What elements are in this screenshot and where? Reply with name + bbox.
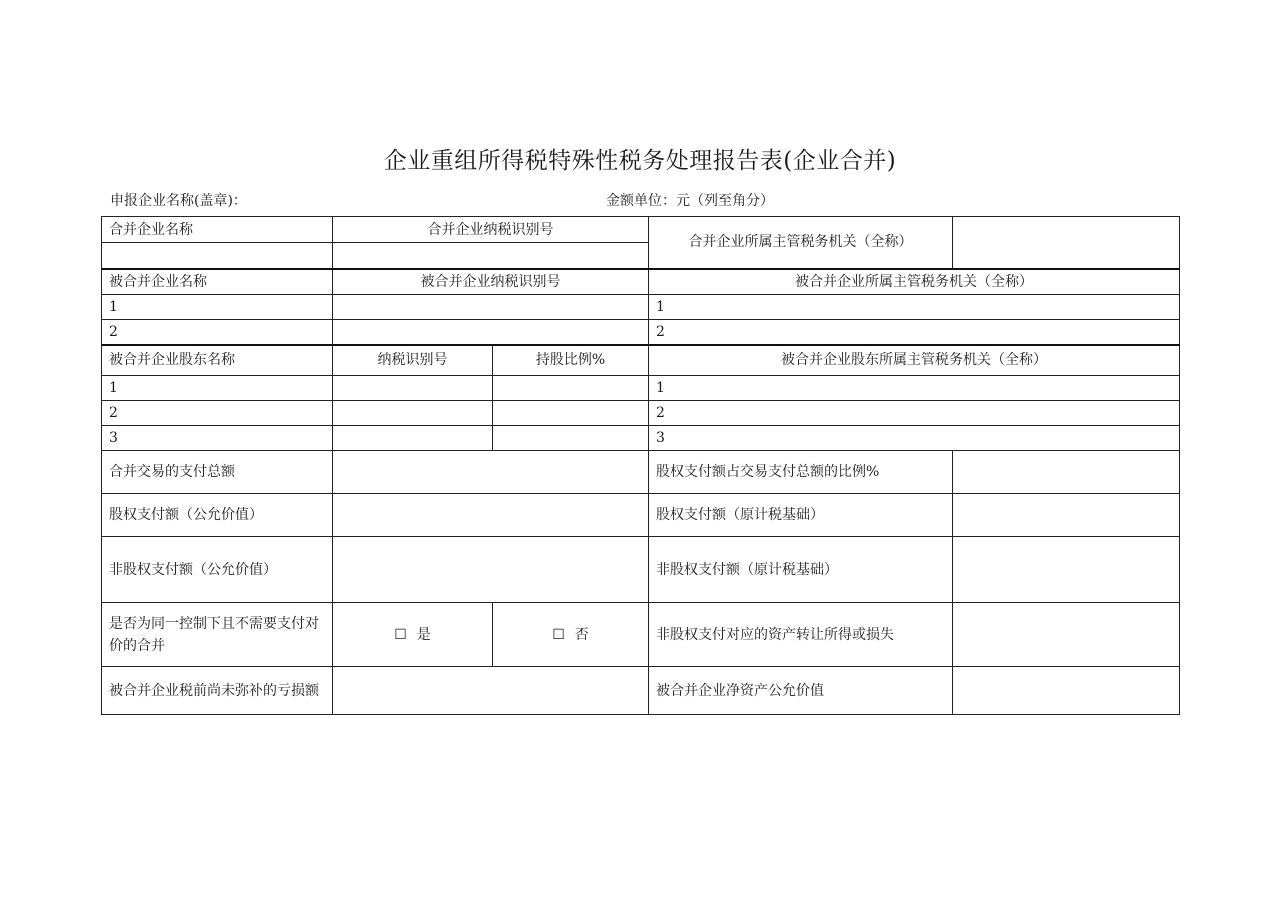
shareholder-authority-input-2[interactable]: 2 bbox=[649, 401, 1180, 426]
merged-name-input-2[interactable]: 2 bbox=[102, 320, 333, 345]
shareholder-name-input-2[interactable]: 2 bbox=[102, 401, 333, 426]
shareholder-authority-input-1[interactable]: 1 bbox=[649, 376, 1180, 401]
shareholder-name-label: 被合并企业股东名称 bbox=[102, 345, 333, 376]
shareholder-tax-id-input-3[interactable] bbox=[333, 426, 493, 451]
net-assets-label: 被合并企业净资产公允价值 bbox=[649, 667, 953, 715]
merging-tax-id-input[interactable] bbox=[333, 243, 649, 269]
shareholder-tax-id-label: 纳税识别号 bbox=[333, 345, 493, 376]
yes-checkbox-icon[interactable]: ☐ bbox=[394, 626, 407, 643]
shareholder-ratio-input-3[interactable] bbox=[493, 426, 649, 451]
equity-payment-row bbox=[102, 494, 1180, 537]
equity-fair-input[interactable] bbox=[333, 494, 649, 537]
merged-authority-label: 被合并企业所属主管税务机关（全称） bbox=[649, 269, 1180, 295]
merged-authority-input-2[interactable]: 2 bbox=[649, 320, 1180, 345]
merged-name-label: 被合并企业名称 bbox=[102, 269, 333, 295]
merging-header-row bbox=[102, 217, 1180, 243]
merged-row-1 bbox=[102, 295, 1180, 320]
shareholder-authority-input-3[interactable]: 3 bbox=[649, 426, 1180, 451]
shareholder-ratio-input-1[interactable] bbox=[493, 376, 649, 401]
equity-ratio-label: 股权支付额占交易支付总额的比例% bbox=[649, 451, 953, 494]
equity-basis-input[interactable] bbox=[953, 494, 1180, 537]
non-equity-basis-input[interactable] bbox=[953, 537, 1180, 603]
yes-label: 是 bbox=[416, 626, 431, 643]
merged-header-row bbox=[102, 269, 1180, 295]
applicant-label: 申报企业名称(盖章)： bbox=[110, 193, 247, 209]
merged-row-2 bbox=[102, 320, 1180, 345]
non-equity-fair-label: 非股权支付额（公允价值） bbox=[102, 537, 333, 603]
equity-ratio-input[interactable] bbox=[953, 451, 1180, 494]
shareholder-tax-id-input-2[interactable] bbox=[333, 401, 493, 426]
net-assets-input[interactable] bbox=[953, 667, 1180, 715]
shareholder-name-input-3[interactable]: 3 bbox=[102, 426, 333, 451]
equity-basis-label: 股权支付额（原计税基础） bbox=[649, 494, 953, 537]
shareholder-tax-id-input-1[interactable] bbox=[333, 376, 493, 401]
shareholder-header-row bbox=[102, 345, 1180, 376]
shareholder-name-input-1[interactable]: 1 bbox=[102, 376, 333, 401]
shareholder-row-1 bbox=[102, 376, 1180, 401]
uncovered-loss-input[interactable] bbox=[333, 667, 649, 715]
merged-name-input-1[interactable]: 1 bbox=[102, 295, 333, 320]
total-payment-label: 合并交易的支付总额 bbox=[102, 451, 333, 494]
unit-label: 金额单位：元（列至角分） bbox=[606, 193, 774, 209]
equity-fair-label: 股权支付额（公允价值） bbox=[102, 494, 333, 537]
merged-authority-input-1[interactable]: 1 bbox=[649, 295, 1180, 320]
merging-authority-input[interactable] bbox=[953, 217, 1180, 269]
payment-total-row bbox=[102, 451, 1180, 494]
shareholder-ratio-label: 持股比例% bbox=[493, 345, 649, 376]
total-payment-input[interactable] bbox=[333, 451, 649, 494]
non-equity-gain-label: 非股权支付对应的资产转让所得或损失 bbox=[649, 603, 953, 667]
shareholder-ratio-input-2[interactable] bbox=[493, 401, 649, 426]
non-equity-payment-row bbox=[102, 537, 1180, 603]
non-equity-fair-input[interactable] bbox=[333, 537, 649, 603]
merged-tax-id-input-1[interactable] bbox=[333, 295, 649, 320]
merged-tax-id-label: 被合并企业纳税识别号 bbox=[333, 269, 649, 295]
same-control-yes-option[interactable] bbox=[333, 603, 493, 667]
merged-tax-id-input-2[interactable] bbox=[333, 320, 649, 345]
report-form-table bbox=[101, 216, 1180, 715]
shareholder-row-2 bbox=[102, 401, 1180, 426]
uncovered-loss-label: 被合并企业税前尚未弥补的亏损额 bbox=[102, 667, 333, 715]
non-equity-gain-input[interactable] bbox=[953, 603, 1180, 667]
shareholder-authority-label: 被合并企业股东所属主管税务机关（全称） bbox=[649, 345, 1180, 376]
non-equity-basis-label: 非股权支付额（原计税基础） bbox=[649, 537, 953, 603]
loss-row bbox=[102, 667, 1180, 715]
merging-name-label: 合并企业名称 bbox=[102, 217, 333, 243]
shareholder-row-3 bbox=[102, 426, 1180, 451]
form-title: 企业重组所得税特殊性税务处理报告表(企业合并) bbox=[383, 148, 897, 174]
same-control-row bbox=[102, 603, 1180, 667]
no-label: 否 bbox=[574, 626, 589, 643]
merging-name-input[interactable] bbox=[102, 243, 333, 269]
no-checkbox-icon[interactable]: ☐ bbox=[552, 626, 565, 643]
same-control-no-option[interactable] bbox=[493, 603, 649, 667]
merging-authority-label: 合并企业所属主管税务机关（全称） bbox=[649, 217, 953, 269]
same-control-label: 是否为同一控制下且不需要支付对价的合并 bbox=[102, 603, 333, 667]
merging-tax-id-label: 合并企业纳税识别号 bbox=[333, 217, 649, 243]
